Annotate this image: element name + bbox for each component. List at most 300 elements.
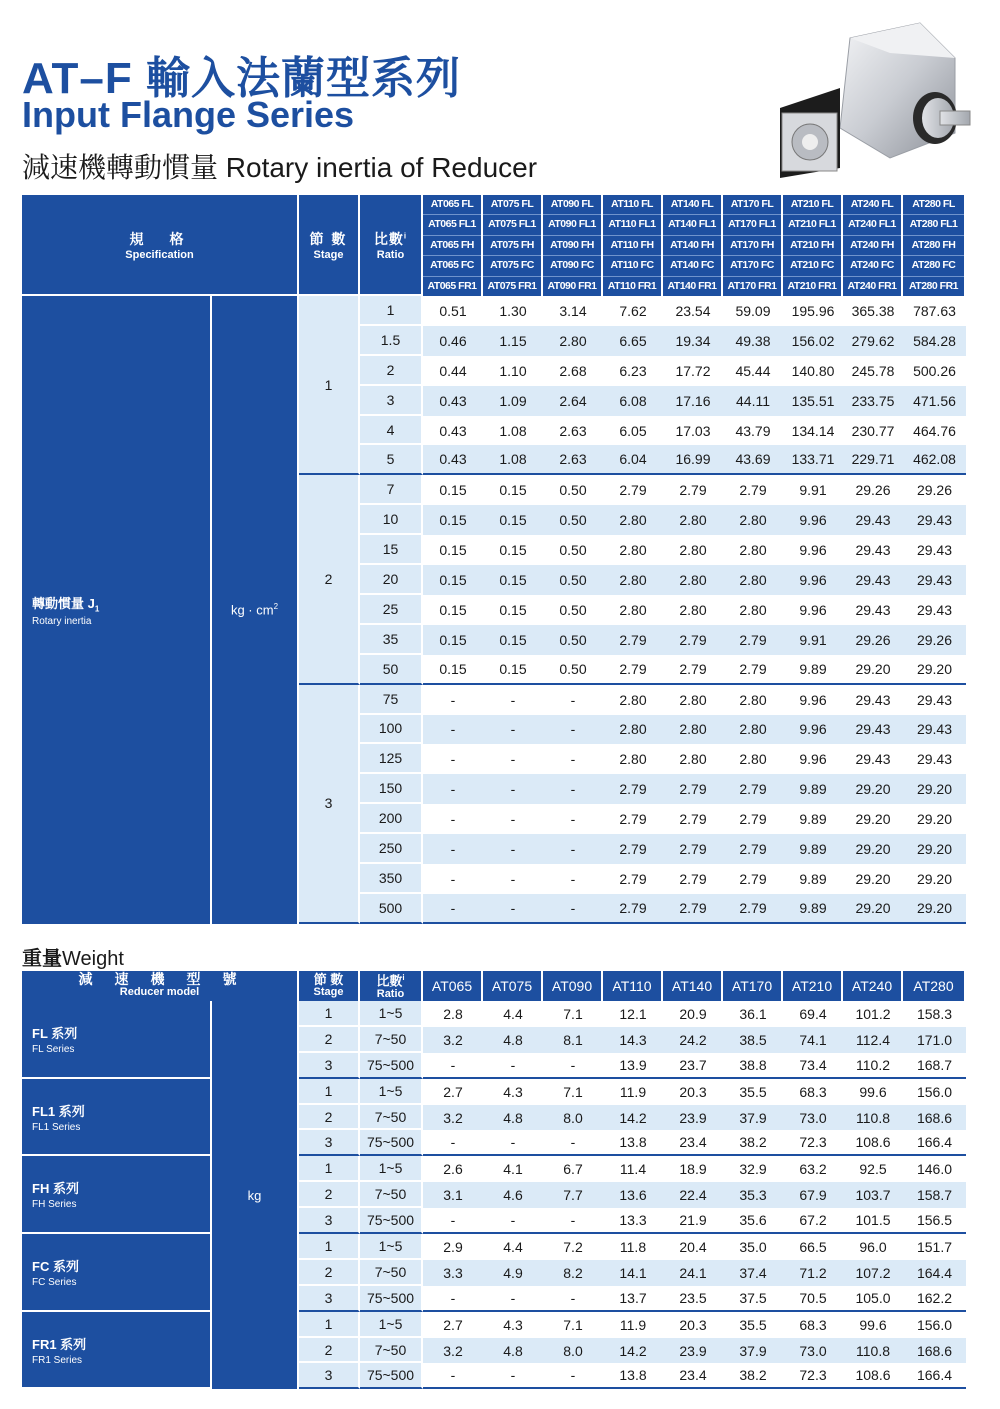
ratio-header-zh xyxy=(374,231,407,247)
model-name: AT210 FL xyxy=(783,195,841,215)
inertia-value: 2.80 xyxy=(663,685,723,715)
rotary-inertia-label xyxy=(22,296,212,924)
model-name: AT170 FC xyxy=(723,256,781,276)
weight-value: 108.6 xyxy=(843,1130,903,1156)
weight-stage-cell: 1 xyxy=(299,1001,360,1027)
model-name: AT240 FL1 xyxy=(843,215,901,235)
inertia-value: 29.20 xyxy=(843,834,903,864)
weight-value: 18.9 xyxy=(663,1156,723,1182)
inertia-value: 29.20 xyxy=(903,655,966,685)
model-name: AT110 FC xyxy=(603,256,661,276)
weight-model-header: AT090 xyxy=(543,971,603,1001)
inertia-value: 19.34 xyxy=(663,326,723,356)
weight-value: 103.7 xyxy=(843,1182,903,1208)
model-header xyxy=(603,195,663,296)
weight-value: 92.5 xyxy=(843,1156,903,1182)
inertia-value: 2.79 xyxy=(663,864,723,894)
inertia-value: 0.15 xyxy=(483,535,543,565)
inertia-value: 29.43 xyxy=(843,535,903,565)
model-header xyxy=(783,195,843,296)
ratio-header xyxy=(360,195,423,296)
model-header xyxy=(903,195,966,296)
rotary-inertia-en: Rotary inertia xyxy=(32,615,92,627)
inertia-value: 2.80 xyxy=(723,505,783,535)
inertia-value: 9.96 xyxy=(783,505,843,535)
inertia-value: 2.80 xyxy=(663,505,723,535)
weight-value: 156.5 xyxy=(903,1208,966,1234)
weight-value: 37.4 xyxy=(723,1260,783,1286)
weight-value: 14.2 xyxy=(603,1105,663,1131)
weight-unit: kg xyxy=(212,1001,299,1389)
weight-value: 2.6 xyxy=(423,1156,483,1182)
series-label xyxy=(22,1156,212,1234)
inertia-value: 9.91 xyxy=(783,475,843,505)
weight-value: 36.1 xyxy=(723,1001,783,1027)
inertia-value: 0.50 xyxy=(543,625,603,655)
weight-value: 4.8 xyxy=(483,1105,543,1131)
inertia-value: 2.80 xyxy=(723,565,783,595)
ratio-header-en: Ratio xyxy=(376,248,405,261)
weight-value: 164.4 xyxy=(903,1260,966,1286)
inertia-value: 2.80 xyxy=(723,715,783,745)
weight-value: 20.3 xyxy=(663,1312,723,1338)
weight-value: 96.0 xyxy=(843,1234,903,1260)
model-name: AT280 FL xyxy=(903,195,964,215)
inertia-value: 1.15 xyxy=(483,326,543,356)
inertia-value: 2.79 xyxy=(723,774,783,804)
weight-stage-cell: 1 xyxy=(299,1312,360,1338)
inertia-value: 135.51 xyxy=(783,386,843,416)
weight-value: 3.2 xyxy=(423,1338,483,1364)
weight-ratio-sup: i xyxy=(402,973,405,983)
inertia-value: 2.63 xyxy=(543,416,603,446)
series-label-en: FL Series xyxy=(32,1043,75,1055)
model-name: AT240 FH xyxy=(843,236,901,256)
inertia-value: 29.20 xyxy=(843,774,903,804)
model-name: AT210 FH xyxy=(783,236,841,256)
rotary-inertia-zh-text: 轉動慣量 J xyxy=(32,596,95,612)
weight-value: 2.9 xyxy=(423,1234,483,1260)
inertia-value: 2.79 xyxy=(603,774,663,804)
inertia-value: 156.02 xyxy=(783,326,843,356)
inertia-value: - xyxy=(543,834,603,864)
reducer-model-en: Reducer model xyxy=(119,986,200,998)
inertia-value: 230.77 xyxy=(843,416,903,446)
ratio-cell: 1 xyxy=(360,296,423,326)
weight-value: 69.4 xyxy=(783,1001,843,1027)
inertia-value: - xyxy=(543,774,603,804)
weight-value: 101.2 xyxy=(843,1001,903,1027)
weight-value: 23.5 xyxy=(663,1286,723,1312)
inertia-value: 2.80 xyxy=(603,715,663,745)
weight-value: 11.8 xyxy=(603,1234,663,1260)
inertia-value: 45.44 xyxy=(723,356,783,386)
inertia-value: 9.96 xyxy=(783,715,843,745)
ratio-cell: 25 xyxy=(360,595,423,625)
inertia-value: 2.79 xyxy=(603,655,663,685)
unit-label xyxy=(212,296,299,924)
weight-value: 3.1 xyxy=(423,1182,483,1208)
ratio-cell: 35 xyxy=(360,625,423,655)
model-name: AT075 FH xyxy=(483,236,541,256)
inertia-value: 6.23 xyxy=(603,356,663,386)
weight-value: 4.3 xyxy=(483,1079,543,1105)
stage-cell: 3 xyxy=(299,685,360,924)
weight-stage-cell: 3 xyxy=(299,1208,360,1234)
inertia-value: 17.16 xyxy=(663,386,723,416)
ratio-cell: 75 xyxy=(360,685,423,715)
weight-value: 2.7 xyxy=(423,1079,483,1105)
inertia-value: - xyxy=(423,834,483,864)
inertia-value: 59.09 xyxy=(723,296,783,326)
weight-value: - xyxy=(423,1053,483,1079)
weight-model-header: AT065 xyxy=(423,971,483,1001)
weight-value: 67.2 xyxy=(783,1208,843,1234)
model-name: AT140 FL1 xyxy=(663,215,721,235)
series-label xyxy=(22,1234,212,1312)
rotary-inertia-zh xyxy=(32,593,210,614)
inertia-value: 9.96 xyxy=(783,535,843,565)
inertia-value: 17.03 xyxy=(663,416,723,446)
weight-value: 158.3 xyxy=(903,1001,966,1027)
weight-value: 4.4 xyxy=(483,1001,543,1027)
gearbox-product-image xyxy=(760,18,975,188)
weight-value: 24.1 xyxy=(663,1260,723,1286)
inertia-value: 44.11 xyxy=(723,386,783,416)
inertia-value: - xyxy=(483,744,543,774)
weight-value: 4.9 xyxy=(483,1260,543,1286)
inertia-value: 29.20 xyxy=(903,834,966,864)
inertia-value: 9.89 xyxy=(783,774,843,804)
model-name: AT075 FC xyxy=(483,256,541,276)
inertia-value: - xyxy=(543,894,603,924)
inertia-value: 29.20 xyxy=(843,655,903,685)
weight-value: 166.4 xyxy=(903,1130,966,1156)
table-row xyxy=(22,296,966,326)
weight-value: 68.3 xyxy=(783,1312,843,1338)
inertia-value: 233.75 xyxy=(843,386,903,416)
weight-value: 7.1 xyxy=(543,1079,603,1105)
weight-value: 146.0 xyxy=(903,1156,966,1182)
weight-value: 4.8 xyxy=(483,1027,543,1053)
inertia-value: 29.43 xyxy=(843,744,903,774)
inertia-value: 2.80 xyxy=(663,595,723,625)
weight-value: 37.5 xyxy=(723,1286,783,1312)
inertia-value: 29.43 xyxy=(843,505,903,535)
table-row xyxy=(22,1079,966,1105)
ratio-cell: 10 xyxy=(360,505,423,535)
table-row xyxy=(22,1156,966,1182)
weight-value: 8.0 xyxy=(543,1338,603,1364)
model-name: AT110 FL xyxy=(603,195,661,215)
weight-value: 8.2 xyxy=(543,1260,603,1286)
weight-ratio-zh-text: 比數 xyxy=(376,973,403,989)
inertia-value: 0.50 xyxy=(543,655,603,685)
inertia-value: 0.15 xyxy=(423,655,483,685)
inertia-value: 29.43 xyxy=(843,715,903,745)
inertia-value: 0.15 xyxy=(423,625,483,655)
ratio-cell: 125 xyxy=(360,744,423,774)
weight-value: 23.7 xyxy=(663,1053,723,1079)
stage-cell: 1 xyxy=(299,296,360,475)
weight-value: 35.0 xyxy=(723,1234,783,1260)
spec-header-en: Specification xyxy=(125,248,194,261)
inertia-value: 0.50 xyxy=(543,565,603,595)
inertia-value: 0.43 xyxy=(423,416,483,446)
inertia-table xyxy=(22,195,966,924)
model-header xyxy=(723,195,783,296)
model-header xyxy=(843,195,903,296)
weight-value: - xyxy=(423,1130,483,1156)
weight-value: 99.6 xyxy=(843,1312,903,1338)
weight-value: 38.2 xyxy=(723,1130,783,1156)
weight-value: 35.6 xyxy=(723,1208,783,1234)
stage-header-zh: 節 數 xyxy=(309,230,348,247)
section-title-weight xyxy=(22,942,124,971)
inertia-value: 29.20 xyxy=(843,864,903,894)
inertia-value: 29.43 xyxy=(903,685,966,715)
weight-ratio-cell: 1~5 xyxy=(360,1156,423,1182)
inertia-value: 6.05 xyxy=(603,416,663,446)
series-label-en: FL1 Series xyxy=(32,1121,81,1133)
weight-stage-cell: 2 xyxy=(299,1027,360,1053)
inertia-value: 2.80 xyxy=(723,535,783,565)
model-name: AT140 FH xyxy=(663,236,721,256)
inertia-value: 29.43 xyxy=(843,595,903,625)
weight-value: 12.1 xyxy=(603,1001,663,1027)
inertia-value: 6.04 xyxy=(603,445,663,475)
weight-value: 8.0 xyxy=(543,1105,603,1131)
model-name: AT140 FR1 xyxy=(667,279,717,292)
weight-value: 13.6 xyxy=(603,1182,663,1208)
weight-value: 38.2 xyxy=(723,1363,783,1389)
section-weight-en: Weight xyxy=(62,948,124,970)
inertia-value: 1.08 xyxy=(483,416,543,446)
inertia-value: 0.43 xyxy=(423,386,483,416)
ratio-cell: 20 xyxy=(360,565,423,595)
weight-value: - xyxy=(543,1208,603,1234)
inertia-value: 29.26 xyxy=(903,475,966,505)
inertia-value: 2.79 xyxy=(663,804,723,834)
inertia-value: 1.10 xyxy=(483,356,543,386)
weight-value: 151.7 xyxy=(903,1234,966,1260)
inertia-value: - xyxy=(543,864,603,894)
inertia-value: 0.50 xyxy=(543,475,603,505)
inertia-value: 0.44 xyxy=(423,356,483,386)
model-name: AT075 FL xyxy=(483,195,541,215)
weight-value: 35.5 xyxy=(723,1079,783,1105)
model-name: AT065 FC xyxy=(423,256,481,276)
inertia-value: 0.15 xyxy=(483,595,543,625)
inertia-value: 2.79 xyxy=(603,475,663,505)
weight-value: - xyxy=(483,1053,543,1079)
inertia-value: 7.62 xyxy=(603,296,663,326)
inertia-value: 2.64 xyxy=(543,386,603,416)
model-name: AT210 FL1 xyxy=(783,215,841,235)
series-label-en: FR1 Series xyxy=(32,1354,83,1366)
inertia-value: 29.26 xyxy=(843,475,903,505)
inertia-value: - xyxy=(543,804,603,834)
inertia-value: 2.79 xyxy=(723,864,783,894)
inertia-value: 133.71 xyxy=(783,445,843,475)
weight-value: 74.1 xyxy=(783,1027,843,1053)
weight-value: 3.2 xyxy=(423,1105,483,1131)
inertia-value: - xyxy=(423,685,483,715)
inertia-value: 29.26 xyxy=(843,625,903,655)
weight-value: 2.8 xyxy=(423,1001,483,1027)
weight-value: 112.4 xyxy=(843,1027,903,1053)
model-header xyxy=(663,195,723,296)
weight-value: - xyxy=(423,1208,483,1234)
ratio-cell: 7 xyxy=(360,475,423,505)
weight-ratio-zh xyxy=(360,971,421,987)
ratio-cell: 1.5 xyxy=(360,326,423,356)
weight-value: 23.4 xyxy=(663,1130,723,1156)
weight-value: - xyxy=(483,1363,543,1389)
inertia-value: 29.43 xyxy=(903,565,966,595)
inertia-value: 2.79 xyxy=(723,655,783,685)
model-header xyxy=(423,195,483,296)
weight-stage-zh: 節 數 xyxy=(313,972,344,987)
weight-ratio-cell: 75~500 xyxy=(360,1363,423,1389)
weight-model-header: AT140 xyxy=(663,971,723,1001)
ratio-cell: 5 xyxy=(360,445,423,475)
weight-value: 13.9 xyxy=(603,1053,663,1079)
weight-ratio-cell: 1~5 xyxy=(360,1079,423,1105)
weight-value: 168.6 xyxy=(903,1338,966,1364)
weight-value: 38.8 xyxy=(723,1053,783,1079)
model-name: AT065 FR1 xyxy=(427,279,477,292)
weight-ratio-cell: 7~50 xyxy=(360,1182,423,1208)
inertia-value: 2.79 xyxy=(663,625,723,655)
inertia-value: 29.43 xyxy=(843,565,903,595)
inertia-value: 29.20 xyxy=(903,774,966,804)
ratio-cell: 2 xyxy=(360,356,423,386)
weight-model-header: AT110 xyxy=(603,971,663,1001)
weight-ratio-en: Ratio xyxy=(376,987,405,1000)
weight-value: 166.4 xyxy=(903,1363,966,1389)
inertia-value: 2.80 xyxy=(603,565,663,595)
model-name: AT065 FL xyxy=(423,195,481,215)
ratio-cell: 500 xyxy=(360,894,423,924)
weight-value: 37.9 xyxy=(723,1338,783,1364)
weight-value: 7.1 xyxy=(543,1001,603,1027)
weight-ratio-cell: 7~50 xyxy=(360,1338,423,1364)
inertia-value: 9.91 xyxy=(783,625,843,655)
weight-model-header: AT170 xyxy=(723,971,783,1001)
series-label-en: FC Series xyxy=(32,1276,77,1288)
series-label-en: FH Series xyxy=(32,1199,77,1211)
inertia-value: 6.65 xyxy=(603,326,663,356)
weight-ratio-cell: 1~5 xyxy=(360,1001,423,1027)
inertia-value: 23.54 xyxy=(663,296,723,326)
weight-model-header: AT075 xyxy=(483,971,543,1001)
model-name: AT210 FR1 xyxy=(787,279,837,292)
spec-header-zh: 規 格 xyxy=(129,230,190,247)
model-header xyxy=(543,195,603,296)
model-name: AT280 FH xyxy=(903,236,964,256)
weight-value: 110.8 xyxy=(843,1105,903,1131)
series-label xyxy=(22,1001,212,1079)
inertia-value: 29.43 xyxy=(903,744,966,774)
series-label xyxy=(22,1312,212,1390)
unit-text: kg · cm xyxy=(230,602,274,618)
weight-ratio-cell: 7~50 xyxy=(360,1027,423,1053)
weight-value: 13.8 xyxy=(603,1130,663,1156)
weight-ratio-cell: 75~500 xyxy=(360,1130,423,1156)
weight-value: 23.9 xyxy=(663,1338,723,1364)
weight-value: 72.3 xyxy=(783,1363,843,1389)
inertia-value: 2.79 xyxy=(723,834,783,864)
weight-value: 71.2 xyxy=(783,1260,843,1286)
weight-value: 73.4 xyxy=(783,1053,843,1079)
weight-value: 158.7 xyxy=(903,1182,966,1208)
weight-ratio-cell: 75~500 xyxy=(360,1286,423,1312)
weight-value: 168.7 xyxy=(903,1053,966,1079)
table-row xyxy=(22,1312,966,1338)
weight-stage-cell: 2 xyxy=(299,1182,360,1208)
inertia-value: 9.89 xyxy=(783,864,843,894)
weight-model-header: AT210 xyxy=(783,971,843,1001)
inertia-value: 9.89 xyxy=(783,894,843,924)
weight-value: 14.2 xyxy=(603,1338,663,1364)
series-label-zh: FH 系列 xyxy=(32,1181,79,1197)
weight-value: 23.9 xyxy=(663,1105,723,1131)
weight-value: 7.1 xyxy=(543,1312,603,1338)
unit-sup: 2 xyxy=(273,602,279,612)
inertia-value: 787.63 xyxy=(903,296,966,326)
model-name: AT280 FR1 xyxy=(909,279,958,292)
inertia-value: 9.96 xyxy=(783,595,843,625)
inertia-value: - xyxy=(543,715,603,745)
inertia-value: 1.30 xyxy=(483,296,543,326)
model-name: AT065 FL1 xyxy=(423,215,481,235)
weight-value: 110.8 xyxy=(843,1338,903,1364)
inertia-value: - xyxy=(483,804,543,834)
ratio-cell: 250 xyxy=(360,834,423,864)
weight-value: 3.2 xyxy=(423,1027,483,1053)
weight-value: 156.0 xyxy=(903,1079,966,1105)
weight-value: - xyxy=(423,1363,483,1389)
weight-ratio-cell: 75~500 xyxy=(360,1208,423,1234)
inertia-value: 2.80 xyxy=(723,685,783,715)
inertia-value: 29.43 xyxy=(843,685,903,715)
weight-value: 11.9 xyxy=(603,1312,663,1338)
ratio-cell: 150 xyxy=(360,774,423,804)
inertia-value: 16.99 xyxy=(663,445,723,475)
weight-value: 105.0 xyxy=(843,1286,903,1312)
inertia-value: 29.43 xyxy=(903,505,966,535)
weight-value: 24.2 xyxy=(663,1027,723,1053)
model-name: AT140 FC xyxy=(663,256,721,276)
weight-value: 38.5 xyxy=(723,1027,783,1053)
inertia-value: 9.96 xyxy=(783,685,843,715)
series-label-zh: FL 系列 xyxy=(32,1025,78,1041)
weight-value: 14.1 xyxy=(603,1260,663,1286)
inertia-value: 464.76 xyxy=(903,416,966,446)
inertia-value: - xyxy=(483,774,543,804)
page-title: AT–F 輸入法蘭型系列 xyxy=(22,54,461,103)
weight-value: 110.2 xyxy=(843,1053,903,1079)
inertia-value: 29.20 xyxy=(903,864,966,894)
weight-value: 20.3 xyxy=(663,1079,723,1105)
inertia-value: 2.80 xyxy=(543,326,603,356)
inertia-value: - xyxy=(423,715,483,745)
inertia-value: 2.80 xyxy=(663,565,723,595)
weight-ratio-cell: 7~50 xyxy=(360,1260,423,1286)
weight-value: 3.3 xyxy=(423,1260,483,1286)
model-name: AT090 FC xyxy=(543,256,601,276)
